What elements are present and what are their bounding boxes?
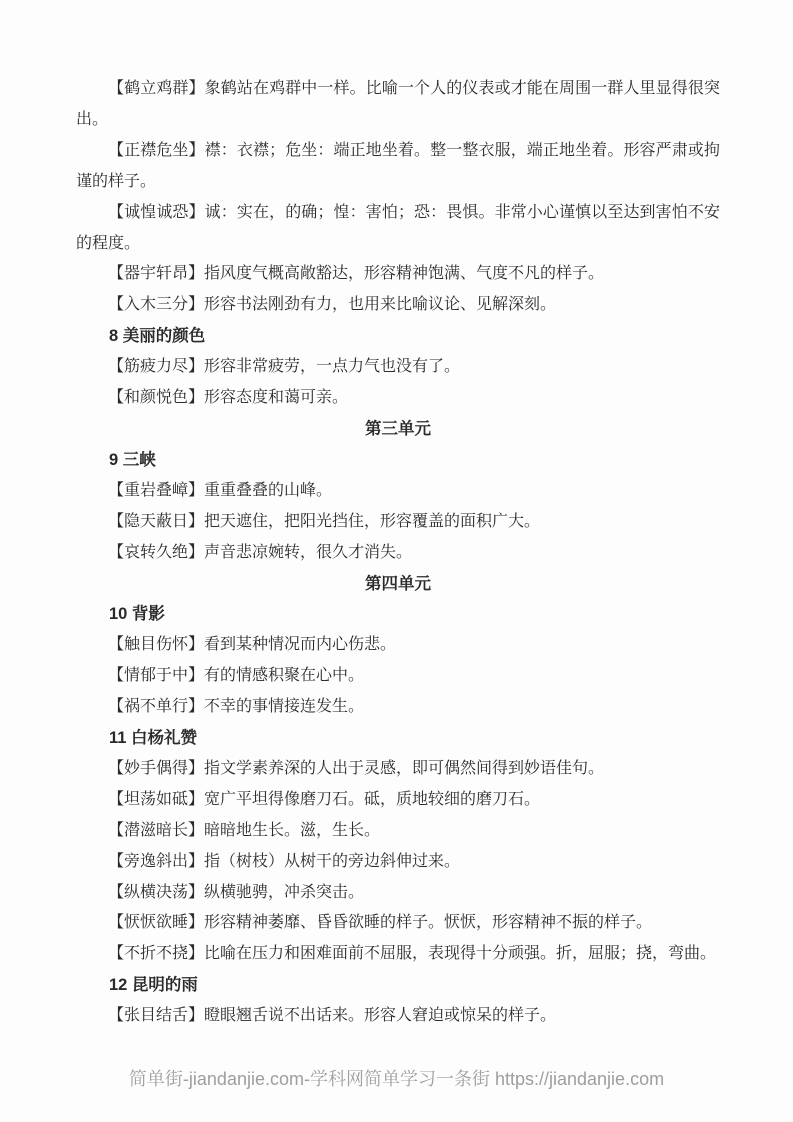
idiom-entry [76,538,720,569]
idiom-term: 【不折不挠】 [108,945,205,963]
idiom-definition: 形容非常疲劳，一点力气也没有了。 [204,358,461,376]
idiom-term: 【隐天蔽日】 [108,512,205,530]
idiom-entry [76,136,720,198]
idiom-term: 【潜滋暗长】 [108,821,205,839]
idiom-entry [76,692,720,723]
idiom-entry [76,908,720,939]
idiom-term: 【正襟危坐】 [108,141,205,159]
idiom-entry [76,352,720,383]
idiom-term: 【祸不单行】 [108,698,205,716]
idiom-definition: 形容态度和蔼可亲。 [204,389,349,407]
idiom-definition: 象鹤站在鸡群中一样。比喻一个人的仪表或才能在周围一群人里显得很突出。 [76,80,720,128]
lesson-heading: 12 昆明的雨 [109,976,198,995]
idiom-entry [76,847,720,878]
idiom-term: 【纵横决荡】 [108,883,205,901]
idiom-term: 【张目结舌】 [108,1007,205,1025]
idiom-definition: 不幸的事情接连发生。 [204,698,365,716]
idiom-term: 【器宇轩昂】 [108,265,205,283]
idiom-entry [76,74,720,136]
idiom-definition: 诚：实在，的确；惶：害怕；恐：畏惧。非常小心谨慎以至达到害怕不安的程度。 [76,203,720,252]
idiom-term: 【旁逸斜出】 [108,852,205,870]
unit-heading: 第三单元 [365,418,431,438]
idiom-term: 【重岩叠嶂】 [108,481,205,499]
lesson-heading: 10 背影 [109,605,165,624]
idiom-entry [76,939,720,970]
lesson-heading: 8 美丽的颜色 [109,327,206,346]
idiom-definition: 有的情感积聚在心中。 [204,667,365,685]
idiom-term: 【哀转久绝】 [108,543,205,561]
lesson-heading: 11 白杨礼赞 [109,729,198,748]
unit-heading: 第四单元 [365,573,431,593]
lesson-heading: 9 三峡 [109,450,156,469]
idiom-definition: 看到某种情况而内心伤悲。 [204,636,397,654]
idiom-term: 【坦荡如砥】 [108,790,205,808]
idiom-entry [76,507,720,538]
idiom-entry [76,476,720,507]
idiom-definition: 比喻在压力和困难面前不屈服，表现得十分顽强。折，屈服；挠，弯曲。 [204,945,717,963]
idiom-entry [76,290,720,321]
idiom-term: 【情郁于中】 [108,667,205,685]
idiom-term: 【筋疲力尽】 [108,358,205,376]
idiom-definition: 形容精神萎靡、昏昏欲睡的样子。恹恹，形容精神不振的样子。 [204,914,653,932]
idiom-definition: 襟：衣襟；危坐：端正地坐着。整一整衣服，端正地坐着。形容严肃或拘谨的样子。 [76,141,720,190]
idiom-entry [76,785,720,816]
idiom-entry [76,661,720,692]
idiom-definition: 宽广平坦得像磨刀石。砥，质地较细的磨刀石。 [204,790,541,808]
idiom-entry [76,630,720,661]
idiom-definition: 重重叠叠的山峰。 [204,481,333,499]
idiom-entry [76,383,720,414]
idiom-entry [76,754,720,785]
idiom-definition: 把天遮住，把阳光挡住，形容覆盖的面积广大。 [204,512,541,530]
watermark-footer [0,1066,793,1092]
idiom-term: 【入木三分】 [108,296,205,314]
idiom-term: 【和颜悦色】 [108,389,205,407]
idiom-definition: 形容书法刚劲有力，也用来比喻议论、见解深刻。 [204,296,557,314]
idiom-definition: 暗暗地生长。滋，生长。 [204,821,381,839]
idiom-term: 【妙手偶得】 [108,759,205,777]
idiom-definition: 声音悲凉婉转，很久才消失。 [204,543,413,561]
idiom-definition: 指风度气概高敞豁达，形容精神饱满、气度不凡的样子。 [204,265,605,283]
idiom-definition: 指文学素养深的人出于灵感，即可偶然间得到妙语佳句。 [204,759,605,777]
idiom-entry [76,1001,720,1032]
idiom-entry [76,198,720,260]
idiom-term: 【诚惶诚恐】 [108,203,205,221]
idiom-term: 【触目伤怀】 [108,636,205,654]
watermark-text: 简单街-jiandanjie.com-学科网简单学习一条街 https://jiandanjie.com [128,1069,665,1089]
idiom-entry [76,816,720,847]
idiom-entry [76,259,720,290]
idiom-definition: 指（树枝）从树干的旁边斜伸过来。 [204,852,461,870]
idiom-definition: 瞪眼翘舌说不出话来。形容人窘迫或惊呆的样子。 [204,1007,557,1025]
idiom-entry [76,878,720,909]
idiom-definition: 纵横驰骋，冲杀突击。 [204,883,365,901]
idiom-term: 【恹恹欲睡】 [108,914,205,932]
idiom-term: 【鹤立鸡群】 [108,80,205,97]
